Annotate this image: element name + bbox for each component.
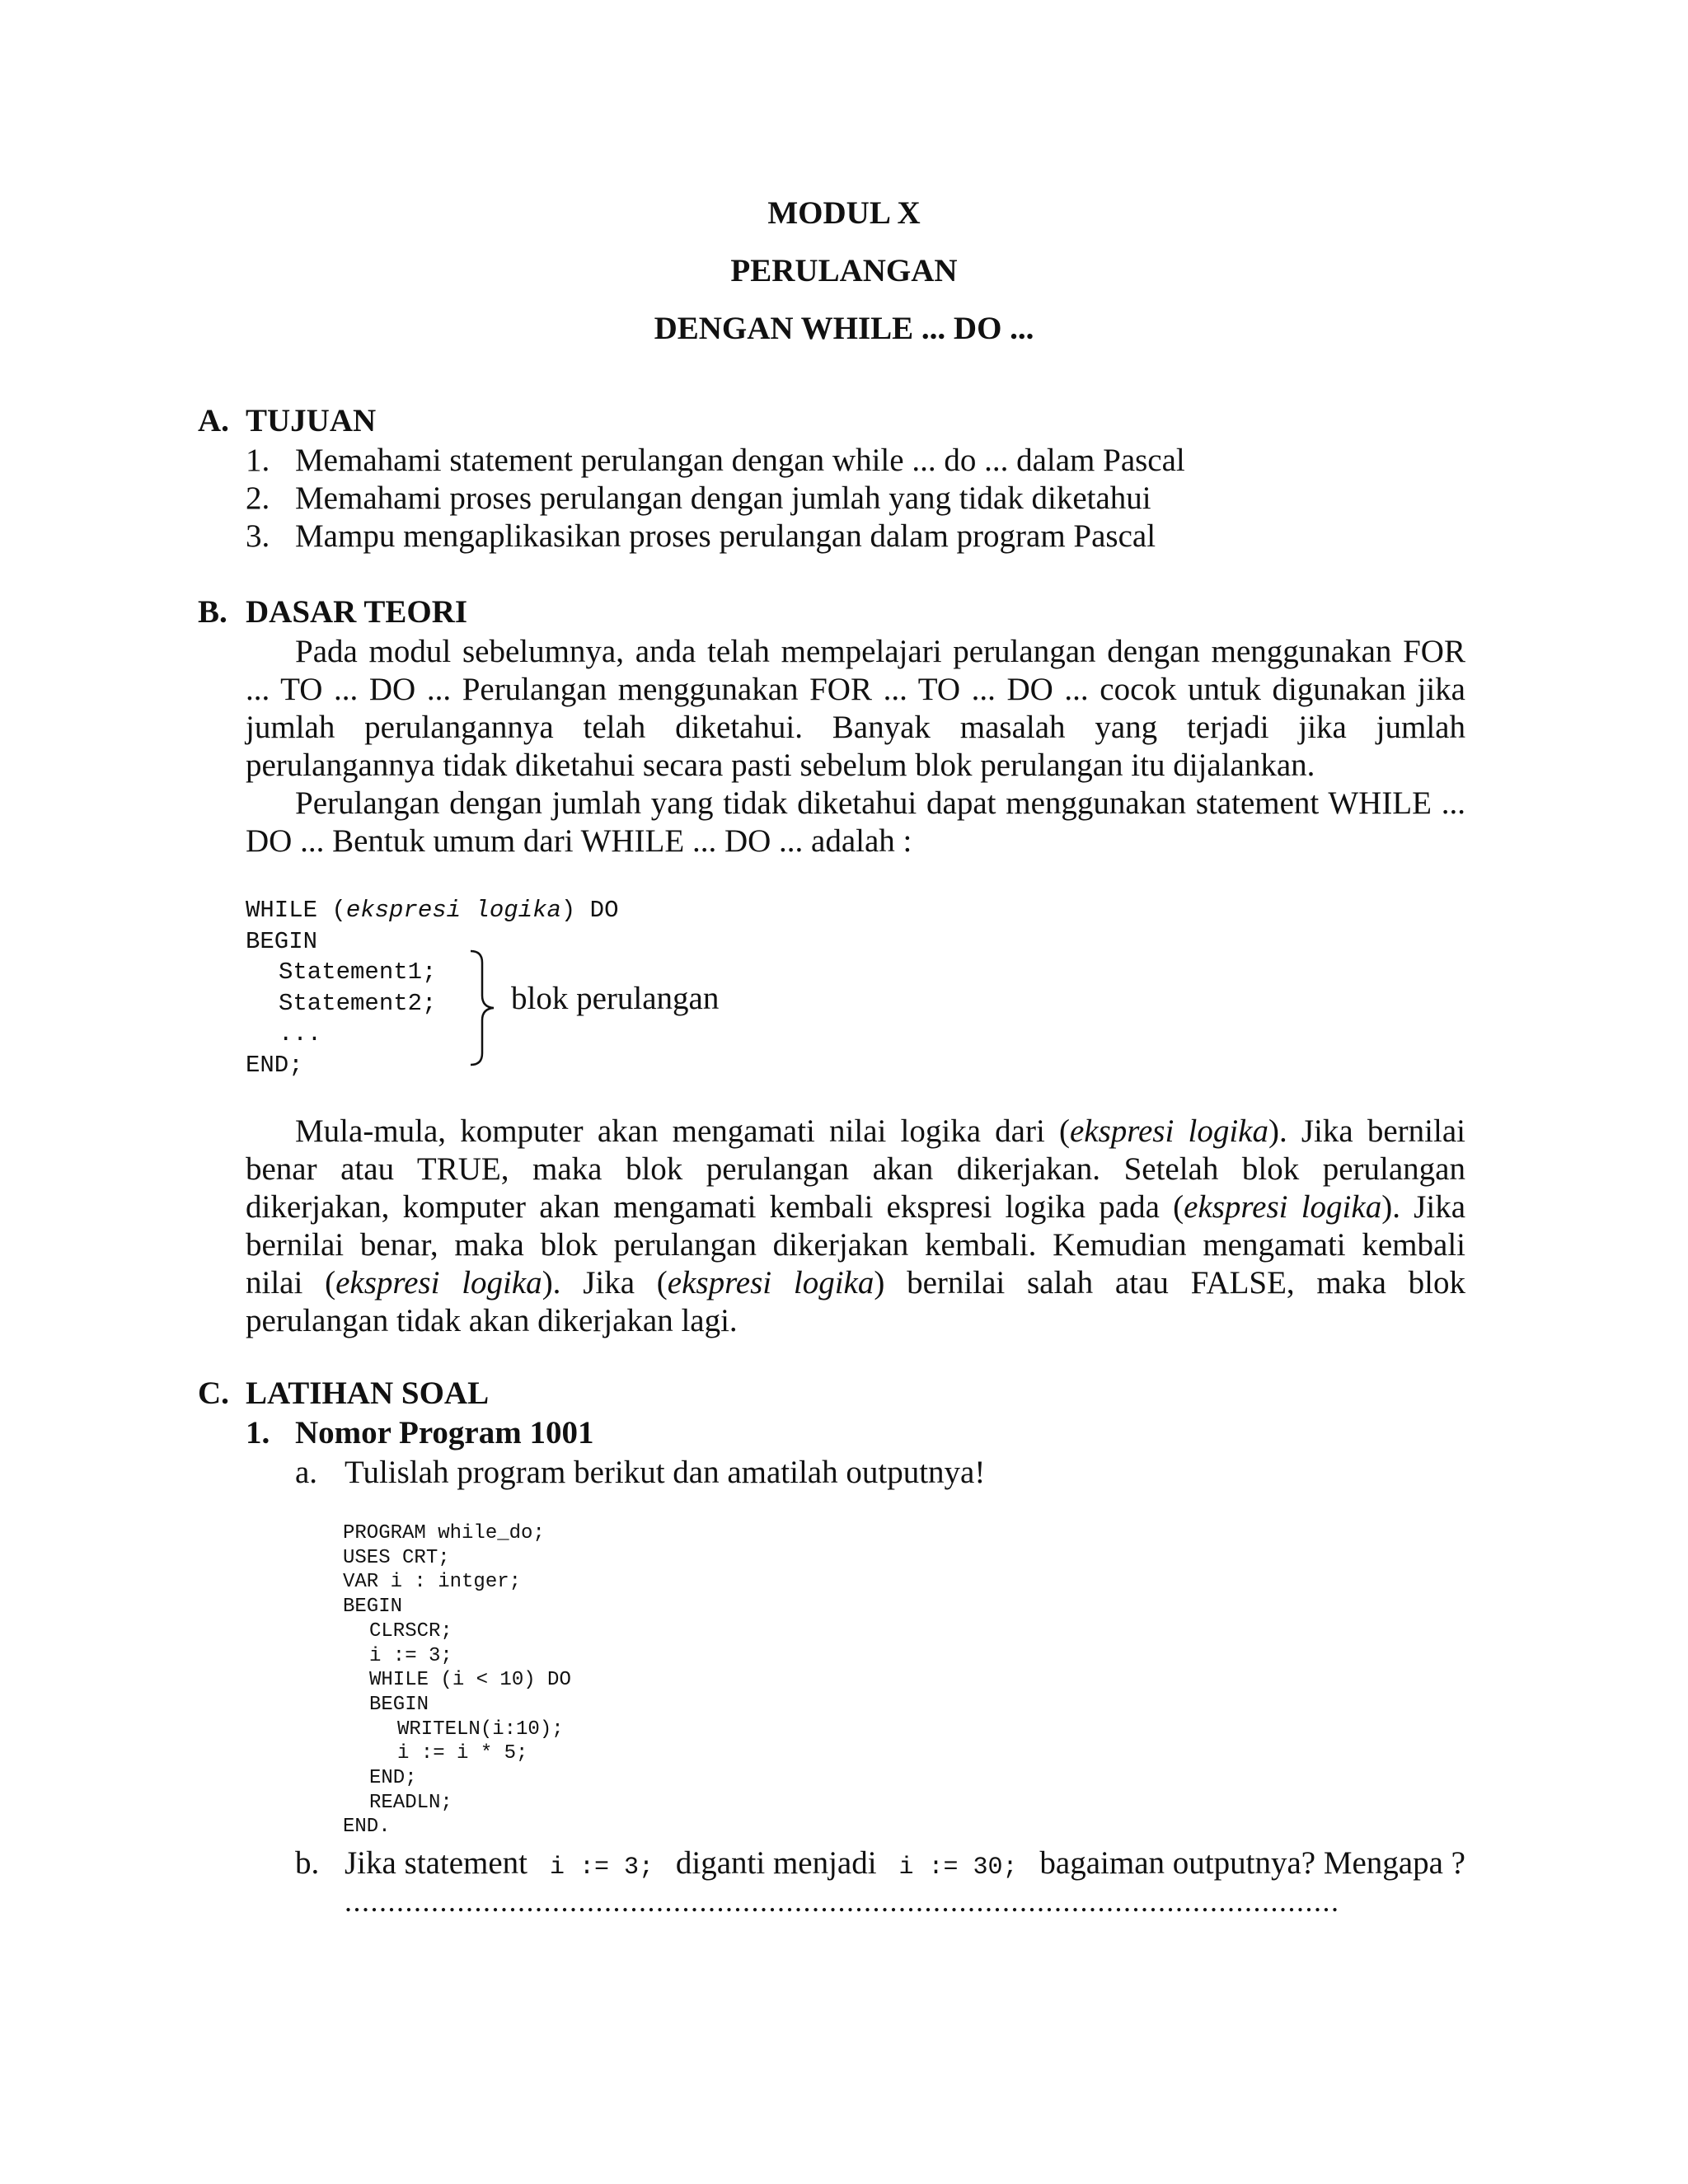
code-line: END.: [343, 1816, 391, 1839]
theory-paragraph-2: [246, 785, 1465, 860]
section-b-letter: B.: [198, 594, 227, 630]
paragraph-line: DO ... Bentuk umum dari WHILE ... DO ... adalah :: [246, 823, 912, 859]
code-line: VAR i : intger;: [343, 1571, 522, 1594]
syntax-statement-1: Statement1;: [279, 958, 437, 986]
code-line: i := i * 5;: [397, 1742, 528, 1765]
code-line: WRITELN(i:10);: [397, 1718, 564, 1741]
inline-code: i := 30;: [898, 1854, 1018, 1882]
subquestion-a-label: a.: [295, 1455, 318, 1490]
section-a-heading: TUJUAN: [246, 403, 377, 438]
theory-paragraph-3: [246, 1113, 1465, 1340]
list-item: Memahami statement perulangan dengan while ... do ... dalam Pascal: [295, 443, 1185, 478]
paragraph-line: jumlah perulangannya telah diketahui. Banyak masalah yang terjadi jika jumlah: [246, 710, 1465, 745]
code-line: USES CRT;: [343, 1546, 450, 1569]
paragraph-line: Pada modul sebelumnya, anda telah mempelajari perulangan dengan menggunakan FOR: [295, 634, 1465, 669]
syntax-statement-2: Statement2;: [279, 989, 437, 1017]
paragraph-line: perulangan tidak akan dikerjakan lagi.: [246, 1303, 738, 1338]
code-line: i := 3;: [369, 1644, 452, 1667]
section-b-heading: DASAR TEORI: [246, 594, 468, 630]
paragraph-line: dikerjakan, komputer akan mengamati kembali ekspresi logika pada (ekspresi logika). Jika: [246, 1189, 1466, 1225]
syntax-begin: BEGIN: [246, 927, 318, 955]
paragraph-line: bernilai benar, maka blok perulangan dikerjakan kembali. Kemudian mengamati kembali: [246, 1227, 1465, 1263]
module-subtitle-2: DENGAN WHILE ... DO ...: [654, 311, 1034, 346]
paragraph-line: Perulangan dengan jumlah yang tidak diketahui dapat menggunakan statement WHILE ...: [295, 785, 1465, 821]
subquestion-b-text: Jika statement i := 3; diganti menjadi i := 30; bagaiman outputnya? Mengapa ?: [345, 1845, 1465, 1882]
list-item-number: 3.: [246, 518, 270, 554]
question-number: 1.: [246, 1415, 270, 1451]
paragraph-line: nilai (ekspresi logika). Jika (ekspresi logika) bernilai salah atau FALSE, maka blok: [246, 1265, 1465, 1301]
code-line: WHILE (i < 10) DO: [369, 1669, 571, 1692]
right-brace-icon: [466, 948, 499, 1068]
list-item-number: 2.: [246, 480, 270, 516]
answer-line: ...................................................................................................................: [345, 1885, 1340, 1918]
paragraph-line: perulangannya tidak diketahui secara pasti sebelum blok perulangan itu dijalankan.: [246, 748, 1315, 783]
syntax-end: END;: [246, 1051, 303, 1079]
code-line: READLN;: [369, 1791, 452, 1814]
syntax-expression: ekspresi logika: [345, 897, 561, 924]
list-item-number: 1.: [246, 443, 270, 478]
paragraph-line: ... TO ... DO ... Perulangan menggunakan FOR ... TO ... DO ... cocok untuk digunakan jika: [246, 672, 1465, 707]
module-subtitle: PERULANGAN: [730, 253, 958, 288]
subquestion-b-label: b.: [295, 1845, 320, 1881]
list-item: Memahami proses perulangan dengan jumlah yang tidak diketahui: [295, 480, 1151, 516]
question-title: Nomor Program 1001: [295, 1415, 594, 1451]
list-item: Mampu mengaplikasikan proses perulangan dalam program Pascal: [295, 518, 1156, 554]
code-line: PROGRAM while_do;: [343, 1522, 545, 1544]
inline-code: i := 3;: [549, 1854, 654, 1882]
theory-paragraph-1: [246, 633, 1465, 785]
syntax-ellipsis: ...: [279, 1020, 322, 1047]
paragraph-line: benar atau TRUE, maka blok perulangan akan dikerjakan. Setelah blok perulangan: [246, 1151, 1465, 1187]
module-title: MODUL X: [767, 195, 921, 231]
syntax-while-line: WHILE (ekspresi logika) DO: [246, 897, 619, 924]
code-line: BEGIN: [369, 1693, 429, 1716]
code-line: BEGIN: [343, 1596, 403, 1619]
paragraph-line: Mula-mula, komputer akan mengamati nilai logika dari (ekspresi logika). Jika bernilai: [295, 1113, 1465, 1149]
code-line: CLRSCR;: [369, 1619, 452, 1643]
code-line: END;: [369, 1767, 417, 1789]
section-c-heading: LATIHAN SOAL: [246, 1376, 490, 1411]
section-c-letter: C.: [198, 1376, 229, 1411]
section-a-letter: A.: [198, 403, 229, 438]
brace-label: blok perulangan: [511, 981, 720, 1016]
subquestion-a-text: Tulislah program berikut dan amatilah outputnya!: [345, 1455, 986, 1490]
